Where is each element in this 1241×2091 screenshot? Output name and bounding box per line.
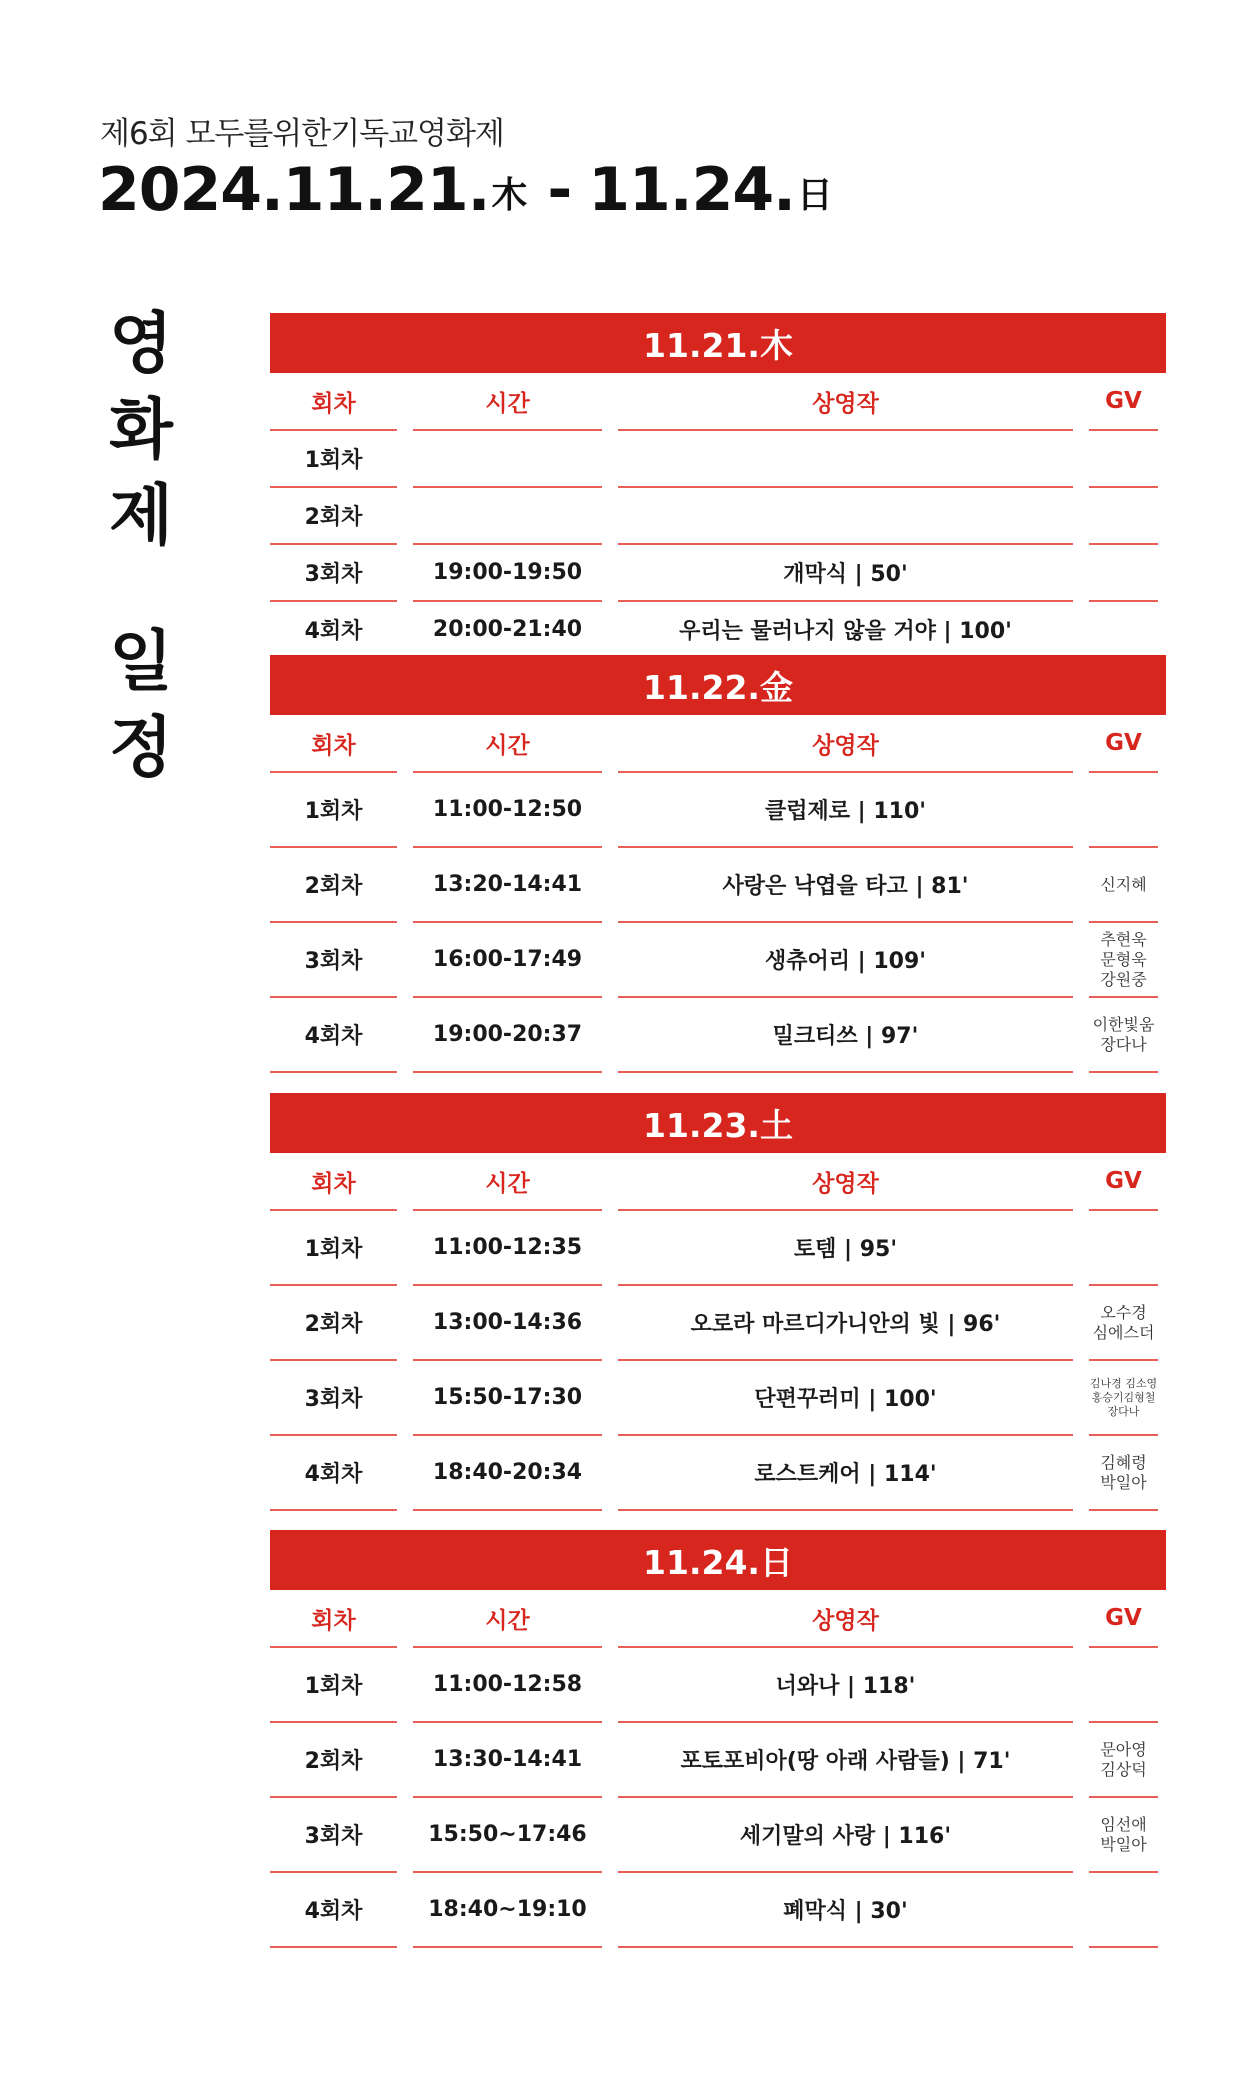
gv-cell [1089, 1211, 1158, 1286]
time-cell: 11:00-12:58 [413, 1648, 602, 1723]
time-cell: 11:00-12:35 [413, 1211, 602, 1286]
film-cell: 포토포비아(땅 아래 사람들) | 71' [618, 1723, 1073, 1798]
day-banner: 11.21.木 [270, 313, 1166, 373]
day-section [270, 313, 1166, 659]
schedule-row [270, 923, 1166, 998]
column-header-round: 회차 [270, 715, 397, 773]
gv-guest: 강원중 [1100, 969, 1147, 989]
gv-cell [1089, 848, 1158, 923]
film-cell: 클럽제로 | 110' [618, 773, 1073, 848]
film-cell: 사랑은 낙엽을 타고 | 81' [618, 848, 1073, 923]
column-header-time: 시간 [413, 373, 602, 431]
schedule-row [270, 1211, 1166, 1286]
vertical-title-char: 제 [109, 476, 173, 554]
round-cell: 1회차 [270, 1211, 397, 1286]
gv-cell [1089, 1286, 1158, 1361]
schedule-row [270, 1286, 1166, 1361]
schedule-row [270, 998, 1166, 1073]
film-cell: 세기말의 사랑 | 116' [618, 1798, 1073, 1873]
time-cell: 15:50~17:46 [413, 1798, 602, 1873]
time-cell: 13:20-14:41 [413, 848, 602, 923]
schedule-row [270, 488, 1166, 545]
round-cell: 4회차 [270, 1436, 397, 1511]
film-cell: 우리는 물러나지 않을 거야 | 100' [618, 602, 1073, 659]
gv-cell [1089, 1361, 1158, 1436]
time-cell: 20:00-21:40 [413, 602, 602, 659]
round-cell: 3회차 [270, 923, 397, 998]
column-header-film: 상영작 [618, 1153, 1073, 1211]
gv-guest: 홍승기김형철 [1091, 1390, 1156, 1404]
day-banner: 11.23.土 [270, 1093, 1166, 1153]
column-header-gv: GV [1089, 373, 1158, 431]
time-cell: 18:40-20:34 [413, 1436, 602, 1511]
column-header-row [270, 1153, 1166, 1211]
gv-cell [1089, 1873, 1158, 1948]
day-start: 木 [491, 175, 528, 216]
time-cell: 13:30-14:41 [413, 1723, 602, 1798]
vertical-title-char: 영 [109, 304, 173, 382]
film-cell: 너와나 | 118' [618, 1648, 1073, 1723]
gv-cell [1089, 1798, 1158, 1873]
schedule-row [270, 1798, 1166, 1873]
schedule-row [270, 1648, 1166, 1723]
film-cell: 개막식 | 50' [618, 545, 1073, 602]
round-cell: 4회차 [270, 602, 397, 659]
film-cell [618, 431, 1073, 488]
gv-guest: 추현욱 [1100, 929, 1147, 949]
round-cell: 3회차 [270, 1798, 397, 1873]
day-section [270, 655, 1166, 1073]
date-end: 11.24. [588, 155, 795, 225]
schedule-row [270, 1723, 1166, 1798]
date-start: 2024.11.21. [98, 155, 490, 225]
gv-guest: 장다나 [1100, 1034, 1147, 1054]
gv-guest: 박일아 [1100, 1834, 1147, 1854]
gv-guest: 김혜령 [1100, 1452, 1147, 1472]
schedule-row [270, 773, 1166, 848]
schedule-row [270, 848, 1166, 923]
column-header-time: 시간 [413, 715, 602, 773]
column-header-row [270, 715, 1166, 773]
vertical-title [100, 300, 182, 790]
time-cell [413, 431, 602, 488]
film-cell: 로스트케어 | 114' [618, 1436, 1073, 1511]
round-cell: 2회차 [270, 1723, 397, 1798]
gv-cell [1089, 1436, 1158, 1511]
gv-guest: 신지혜 [1100, 874, 1147, 894]
column-header-round: 회차 [270, 1590, 397, 1648]
time-cell: 19:00-19:50 [413, 545, 602, 602]
vertical-title-char: 정 [109, 708, 173, 786]
column-header-film: 상영작 [618, 373, 1073, 431]
gv-guest: 문형욱 [1100, 949, 1147, 969]
round-cell: 3회차 [270, 545, 397, 602]
schedule-row [270, 602, 1166, 659]
column-header-time: 시간 [413, 1153, 602, 1211]
film-cell: 폐막식 | 30' [618, 1873, 1073, 1948]
day-banner: 11.24.日 [270, 1530, 1166, 1590]
round-cell: 3회차 [270, 1361, 397, 1436]
column-header-row [270, 373, 1166, 431]
day-section [270, 1093, 1166, 1511]
gv-cell [1089, 545, 1158, 602]
gv-cell [1089, 1723, 1158, 1798]
gv-cell [1089, 602, 1158, 659]
gv-cell [1089, 923, 1158, 998]
round-cell: 1회차 [270, 773, 397, 848]
gv-guest: 임선애 [1100, 1814, 1147, 1834]
gv-guest: 김상덕 [1100, 1759, 1147, 1779]
schedule-row [270, 1361, 1166, 1436]
gv-guest: 문아영 [1100, 1739, 1147, 1759]
film-cell: 생츄어리 | 109' [618, 923, 1073, 998]
gv-cell [1089, 431, 1158, 488]
gv-cell [1089, 1648, 1158, 1723]
film-cell: 토템 | 95' [618, 1211, 1073, 1286]
round-cell: 2회차 [270, 1286, 397, 1361]
column-header-film: 상영작 [618, 715, 1073, 773]
column-header-time: 시간 [413, 1590, 602, 1648]
round-cell: 4회차 [270, 1873, 397, 1948]
gv-cell [1089, 998, 1158, 1073]
schedule-row [270, 1436, 1166, 1511]
festival-dates [98, 150, 837, 225]
vertical-title-char: 일 [109, 622, 173, 700]
round-cell: 1회차 [270, 1648, 397, 1723]
gv-guest: 박일아 [1100, 1472, 1147, 1492]
vertical-title-char: 화 [109, 390, 173, 468]
day-section [270, 1530, 1166, 1948]
gv-guest: 김나경 김소영 [1089, 1376, 1158, 1390]
round-cell: 2회차 [270, 488, 397, 545]
time-cell [413, 488, 602, 545]
schedule-row [270, 545, 1166, 602]
day-end: 日 [796, 175, 833, 216]
date-dash: - [547, 155, 573, 225]
time-cell: 13:00-14:36 [413, 1286, 602, 1361]
column-header-round: 회차 [270, 1153, 397, 1211]
gv-guest: 이한빛움 [1092, 1014, 1155, 1034]
time-cell: 18:40~19:10 [413, 1873, 602, 1948]
time-cell: 16:00-17:49 [413, 923, 602, 998]
schedule-row [270, 431, 1166, 488]
film-cell: 오로라 마르디가니안의 빛 | 96' [618, 1286, 1073, 1361]
column-header-gv: GV [1089, 1590, 1158, 1648]
gv-guest: 오수경 [1100, 1302, 1147, 1322]
round-cell: 4회차 [270, 998, 397, 1073]
round-cell: 2회차 [270, 848, 397, 923]
festival-subtitle: 제6회 모두를위한기독교영화제 [100, 116, 504, 152]
time-cell: 19:00-20:37 [413, 998, 602, 1073]
column-header-gv: GV [1089, 715, 1158, 773]
gv-cell [1089, 773, 1158, 848]
time-cell: 15:50-17:30 [413, 1361, 602, 1436]
gv-guest: 장다나 [1107, 1404, 1140, 1418]
column-header-round: 회차 [270, 373, 397, 431]
gv-cell [1089, 488, 1158, 545]
schedule-row [270, 1873, 1166, 1948]
column-header-row [270, 1590, 1166, 1648]
round-cell: 1회차 [270, 431, 397, 488]
column-header-film: 상영작 [618, 1590, 1073, 1648]
film-cell: 단편꾸러미 | 100' [618, 1361, 1073, 1436]
film-cell: 밀크티쓰 | 97' [618, 998, 1073, 1073]
day-banner: 11.22.金 [270, 655, 1166, 715]
film-cell [618, 488, 1073, 545]
column-header-gv: GV [1089, 1153, 1158, 1211]
time-cell: 11:00-12:50 [413, 773, 602, 848]
gv-guest: 심에스더 [1092, 1322, 1155, 1342]
